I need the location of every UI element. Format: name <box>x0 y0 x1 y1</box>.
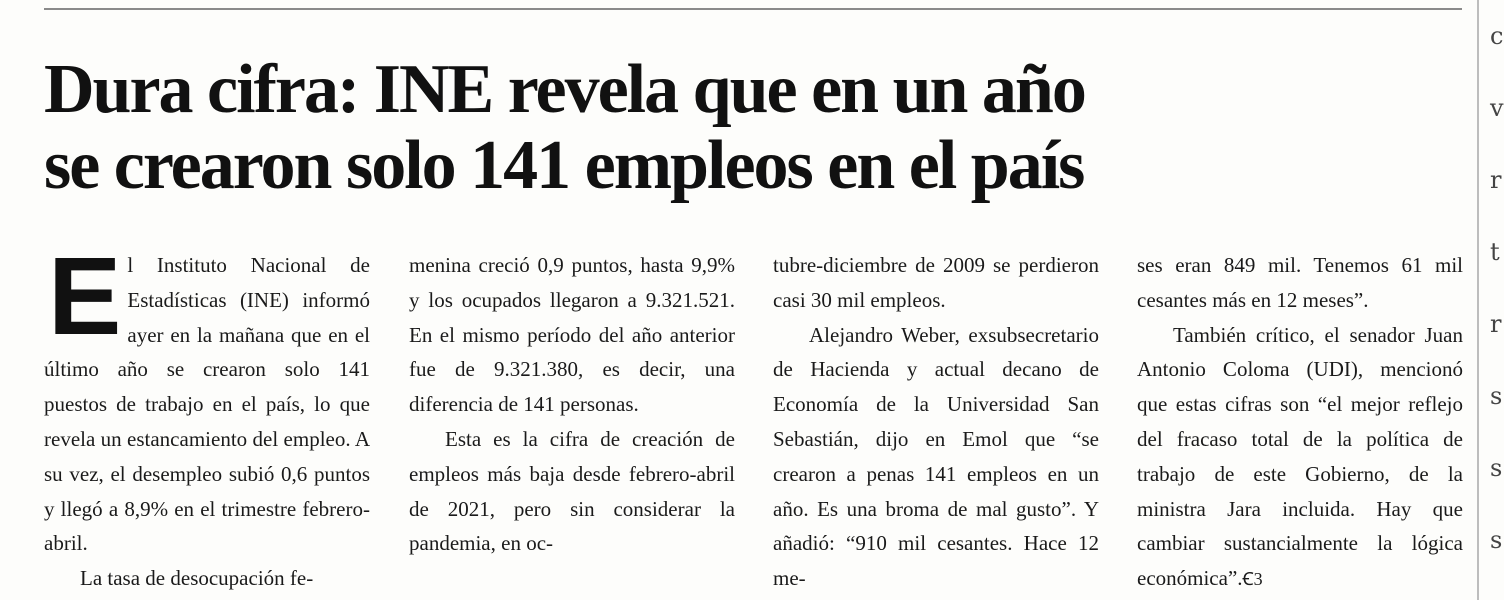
paragraph: Alejandro Weber, exsubsecretario de Hacienda y actual decano de Economía de la Universidad San Sebastián, dijo en Emol que “se crearon a penas 141 empleos en un año. Es una broma de mal gusto”. Y añadió: “910 mil cesantes. Hace 12 me- <box>773 322 1099 591</box>
column-divider <box>1477 0 1479 600</box>
headline-line-1: Dura cifra: INE revela que en un año <box>44 51 1085 128</box>
article-column-3 <box>773 248 1099 591</box>
adjacent-article-edge: c v r t r s s s <box>1490 22 1504 554</box>
headline-line-2: se crearon solo 141 empleos en el país <box>44 127 1084 204</box>
paragraph: ses eran 849 mil. Tenemos 61 mil cesantes más en 12 meses”. <box>1137 253 1463 312</box>
paragraph: Esta es la cifra de creación de empleos más baja desde febrero-abril de 2021, pero sin considerar la pandemia, en oc- <box>409 426 735 556</box>
article-column-1 <box>44 235 370 591</box>
headline <box>44 52 1464 204</box>
article-column-4 <box>1137 248 1463 591</box>
paragraph-text: l Instituto Nacional de Estadísticas (INE) informó ayer en la mañana que en el último año se crearon solo 141 puestos de trabajo en el país, lo que revela un estancamiento del empleo. A su vez, el desempleo subió 0,6 puntos y llegó a 8,9% en el trimestre febrero-abril. <box>44 253 370 556</box>
paragraph: menina creció 0,9 puntos, hasta 9,9% y los ocupados llegaron a 9.321.521. En el mismo período del año anterior fue de 9.321.380, es decir, una diferencia de 141 personas. <box>409 253 735 417</box>
paragraph: tubre-diciembre de 2009 se perdieron casi 30 mil empleos. <box>773 253 1099 312</box>
paragraph: La tasa de desocupación fe- <box>80 566 314 591</box>
top-rule <box>44 8 1462 10</box>
paragraph <box>44 235 370 561</box>
paragraph-text: También crítico, el senador Juan Antonio Coloma (UDI), mencionó que estas cifras son “el mejor reflejo del fracaso total de la política de trabajo de este Gobierno, de la ministra Jara incluida. Hay que cambiar sustancialmente la lógica económica”. <box>1137 322 1463 591</box>
drop-cap: E <box>48 235 122 358</box>
article-column-2 <box>409 248 735 588</box>
end-of-article-mark: Ꞓ3 <box>1242 569 1263 590</box>
paragraph <box>1137 318 1463 597</box>
